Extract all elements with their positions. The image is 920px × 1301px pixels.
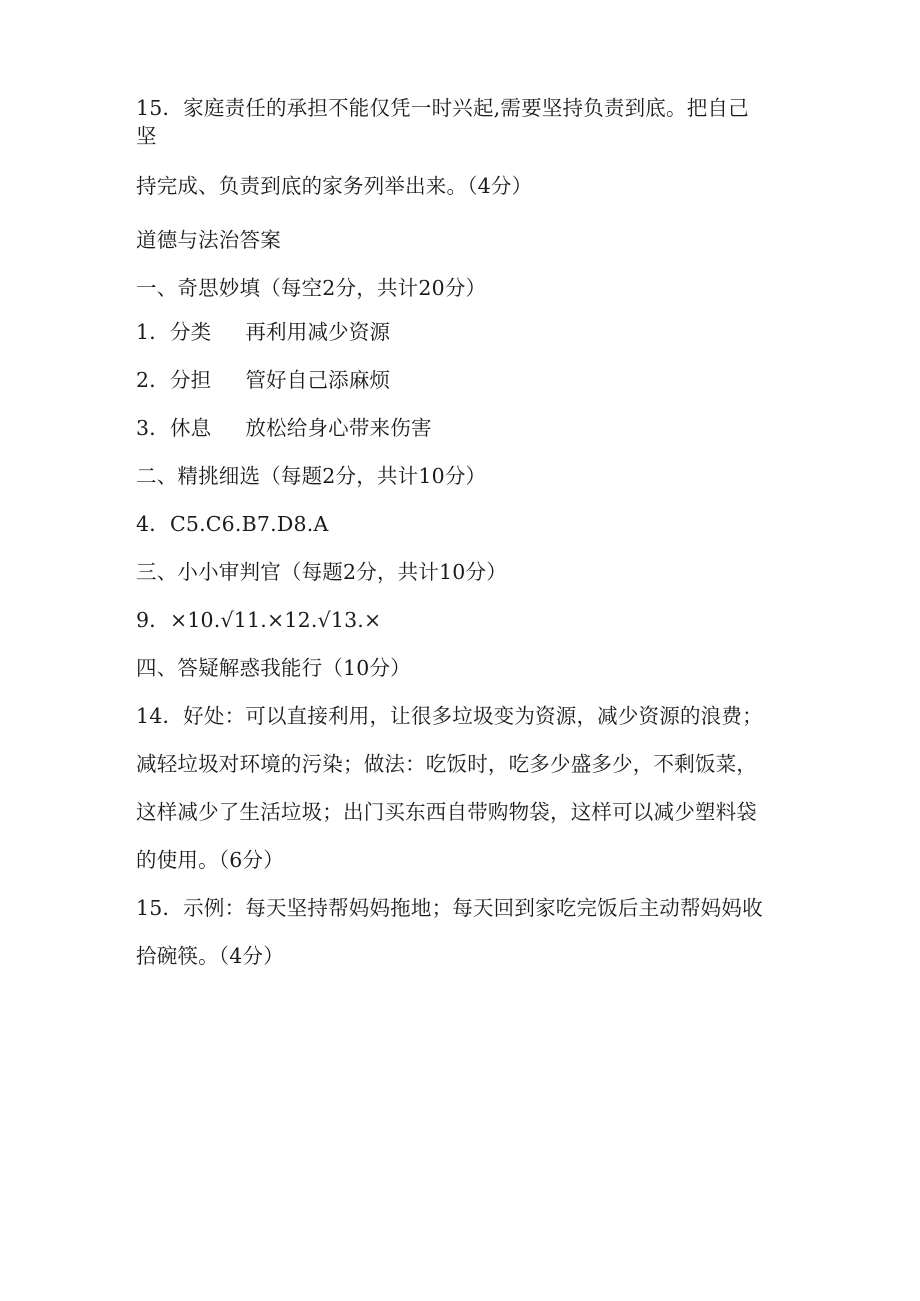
section-2-heading: 二、精挑细选（每题2分，共计10分） (136, 464, 487, 488)
section-3-heading: 三、小小审判官（每题2分，共计10分） (136, 560, 507, 584)
answer-14-line-3: 这样减少了生活垃圾；出门买东西自带购物袋，这样可以减少塑料袋 (136, 800, 757, 824)
answer-15-line-1: 15．示例：每天坚持帮妈妈拖地；每天回到家吃完饭后主动帮妈妈收 (136, 896, 763, 920)
answer-14-line-4: 的使用。（6分） (136, 848, 284, 872)
question-15-line-3: 持完成、负责到底的家务列举出来。（4分） (136, 174, 533, 198)
section-3-answers: 9．×10.√11.×12.√13.× (136, 608, 382, 632)
item-1-rest: 再利用减少资源 (245, 320, 391, 344)
item-2-number-term: 2．分担 (136, 368, 212, 392)
item-1-number-term: 1．分类 (136, 320, 212, 344)
section-2-answers: 4．C5.C6.B7.D8.A (136, 512, 329, 536)
section-1-item-3 (136, 414, 432, 442)
item-3-number-term: 3．休息 (136, 416, 212, 440)
item-3-rest: 放松给身心带来伤害 (245, 416, 432, 440)
answer-15-line-2: 拾碗筷。（4分） (136, 944, 284, 968)
item-2-rest: 管好自己添麻烦 (245, 368, 391, 392)
section-1-heading: 一、奇思妙填（每空2分，共计20分） (136, 276, 487, 300)
answer-title: 道德与法治答案 (136, 228, 281, 252)
answer-14-line-2: 减轻垃圾对环境的污染；做法：吃饭时，吃多少盛多少，不剩饭菜， (136, 752, 757, 776)
question-15-line-2: 坚 (136, 124, 157, 148)
section-1-item-1 (136, 318, 390, 346)
section-4-heading: 四、答疑解惑我能行（10分） (136, 656, 411, 680)
section-1-item-2 (136, 366, 390, 394)
question-15-line-1: 15．家庭责任的承担不能仅凭一时兴起,需要坚持负责到底。把自己 (136, 96, 749, 120)
answer-14-line-1: 14．好处：可以直接利用，让很多垃圾变为资源，减少资源的浪费； (136, 704, 763, 728)
